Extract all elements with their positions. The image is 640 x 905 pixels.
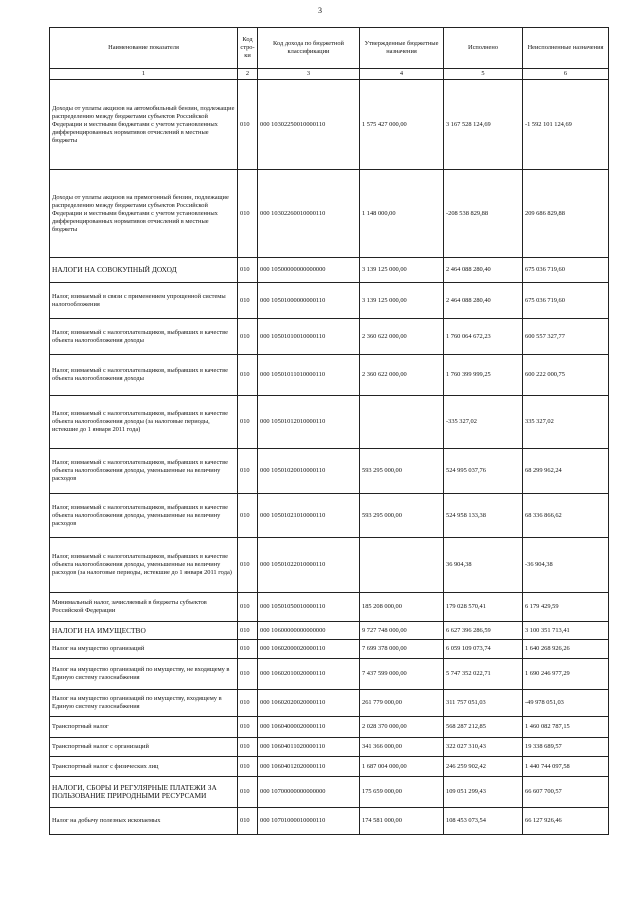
row-code: 010: [238, 538, 258, 593]
row-unexecuted: 19 338 689,57: [523, 738, 609, 757]
row-classification: 000 10501012010000110: [258, 396, 360, 449]
row-classification: 000 10501020010000110: [258, 449, 360, 494]
row-unexecuted: 3 100 351 713,41: [523, 622, 609, 640]
row-executed: 1 760 064 672,23: [444, 319, 523, 355]
row-code: 010: [238, 80, 258, 170]
row-approved: 593 295 000,00: [360, 494, 444, 538]
row-executed: -208 538 829,88: [444, 170, 523, 258]
row-name: Налог, взимаемый с налогоплательщиков, выбравших в качестве объекта налогообложения доходы, уменьшенные на величину расходов: [50, 494, 238, 538]
row-name: Налог, взимаемый с налогоплательщиков, выбравших в качестве объекта налогообложения доходы, уменьшенные на величину расходов: [50, 449, 238, 494]
row-classification: 000 10501050010000110: [258, 593, 360, 622]
row-classification: 000 10602000020000110: [258, 640, 360, 659]
row-approved: 175 659 000,00: [360, 777, 444, 808]
row-approved: 174 581 000,00: [360, 808, 444, 835]
table-row: [50, 283, 609, 319]
column-number: 2: [238, 69, 258, 80]
row-code: 010: [238, 355, 258, 396]
table-row: [50, 690, 609, 717]
row-code: 010: [238, 258, 258, 283]
row-name: Транспортный налог с организаций: [50, 738, 238, 757]
table-row: [50, 449, 609, 494]
column-number-row: [50, 69, 609, 80]
table-row: [50, 355, 609, 396]
row-unexecuted: 6 179 429,59: [523, 593, 609, 622]
row-executed: 36 904,38: [444, 538, 523, 593]
revenue-table: [49, 27, 609, 835]
row-name: НАЛОГИ, СБОРЫ И РЕГУЛЯРНЫЕ ПЛАТЕЖИ ЗА ПОЛЬЗОВАНИЕ ПРИРОДНЫМИ РЕСУРСАМИ: [50, 777, 238, 808]
row-name: Налог, взимаемый с налогоплательщиков, выбравших в качестве объекта налогообложения доходы: [50, 355, 238, 396]
row-name: НАЛОГИ НА СОВОКУПНЫЙ ДОХОД: [50, 258, 238, 283]
row-code: 010: [238, 659, 258, 690]
table-row: [50, 494, 609, 538]
row-approved: 341 366 000,00: [360, 738, 444, 757]
row-name: Налог, взимаемый с налогоплательщиков, выбравших в качестве объекта налогообложения доходы: [50, 319, 238, 355]
row-executed: 3 167 528 124,69: [444, 80, 523, 170]
row-classification: 000 10602010020000110: [258, 659, 360, 690]
row-code: 010: [238, 170, 258, 258]
row-approved: 2 028 370 000,00: [360, 717, 444, 738]
row-code: 010: [238, 777, 258, 808]
row-name: Налог, взимаемый с налогоплательщиков, выбравших в качестве объекта налогообложения доходы, уменьшенные на величину расходов (за налоговые периоды, истекшие до 1 января 2011 года): [50, 538, 238, 593]
header-row: [50, 28, 609, 69]
row-approved: 593 295 000,00: [360, 449, 444, 494]
row-classification: 000 10701000010000110: [258, 808, 360, 835]
row-executed: 246 259 902,42: [444, 757, 523, 777]
table-row: [50, 622, 609, 640]
row-unexecuted: 1 460 082 787,15: [523, 717, 609, 738]
row-name: Минимальный налог, зачисляемый в бюджеты субъектов Российской Федерации: [50, 593, 238, 622]
row-code: 010: [238, 690, 258, 717]
row-name: Доходы от уплаты акцизов на прямогонный бензин, подлежащие распределению между бюджетами субъектов Российской Федерации и местными бюджетами с учетом установленных дифференцированных нормативов отчислений в местные бюджеты: [50, 170, 238, 258]
header-code: Код стро-ки: [238, 28, 258, 69]
row-classification: 000 10500000000000000: [258, 258, 360, 283]
row-name: Транспортный налог с физических лиц: [50, 757, 238, 777]
table-row: [50, 640, 609, 659]
row-classification: 000 10501021010000110: [258, 494, 360, 538]
row-executed: 109 051 299,43: [444, 777, 523, 808]
table-row: [50, 319, 609, 355]
row-unexecuted: 675 036 719,60: [523, 258, 609, 283]
row-name: Налог, взимаемый в связи с применением упрощенной системы налогообложения: [50, 283, 238, 319]
header-approved: Утвержденные бюджетные назначения: [360, 28, 444, 69]
table-row: [50, 808, 609, 835]
row-unexecuted: -49 978 051,03: [523, 690, 609, 717]
table-row: [50, 593, 609, 622]
row-classification: 000 10302250010000110: [258, 80, 360, 170]
row-executed: 311 757 051,03: [444, 690, 523, 717]
row-unexecuted: 600 557 327,77: [523, 319, 609, 355]
row-code: 010: [238, 808, 258, 835]
header-classification: Код дохода по бюджетной классификации: [258, 28, 360, 69]
row-executed: -335 327,02: [444, 396, 523, 449]
row-unexecuted: 1 440 744 097,58: [523, 757, 609, 777]
row-approved: 7 437 599 000,00: [360, 659, 444, 690]
table-row: [50, 170, 609, 258]
row-approved: 185 208 000,00: [360, 593, 444, 622]
row-executed: 6 059 109 073,74: [444, 640, 523, 659]
row-unexecuted: 1 690 246 977,29: [523, 659, 609, 690]
row-executed: 322 027 310,43: [444, 738, 523, 757]
row-classification: 000 10302260010000110: [258, 170, 360, 258]
column-number: 3: [258, 69, 360, 80]
row-approved: 9 727 748 000,00: [360, 622, 444, 640]
row-code: 010: [238, 319, 258, 355]
row-executed: 6 627 396 286,59: [444, 622, 523, 640]
table-row: [50, 717, 609, 738]
row-code: 010: [238, 494, 258, 538]
page-number: 3: [318, 6, 322, 15]
row-name: Налог на имущество организаций по имуществу, входящему в Единую систему газоснабжения: [50, 690, 238, 717]
row-classification: 000 10602020020000110: [258, 690, 360, 717]
row-unexecuted: 68 299 962,24: [523, 449, 609, 494]
row-executed: 5 747 352 022,71: [444, 659, 523, 690]
row-executed: 1 760 399 999,25: [444, 355, 523, 396]
table-row: [50, 258, 609, 283]
row-executed: 524 995 037,76: [444, 449, 523, 494]
column-number: 6: [523, 69, 609, 80]
row-code: 010: [238, 622, 258, 640]
row-approved: 7 699 378 000,00: [360, 640, 444, 659]
row-code: 010: [238, 717, 258, 738]
row-approved: 3 139 125 000,00: [360, 258, 444, 283]
row-unexecuted: 1 640 268 926,26: [523, 640, 609, 659]
row-classification: 000 10501010010000110: [258, 319, 360, 355]
column-number: 4: [360, 69, 444, 80]
row-approved: 3 139 125 000,00: [360, 283, 444, 319]
row-name: Налог на имущество организаций по имуществу, не входящему в Единую систему газоснабжения: [50, 659, 238, 690]
row-code: 010: [238, 396, 258, 449]
row-unexecuted: -1 592 101 124,69: [523, 80, 609, 170]
row-classification: 000 10604011020000110: [258, 738, 360, 757]
row-executed: 179 028 570,41: [444, 593, 523, 622]
row-unexecuted: 675 036 719,60: [523, 283, 609, 319]
row-code: 010: [238, 757, 258, 777]
row-approved: 1 148 000,00: [360, 170, 444, 258]
row-code: 010: [238, 738, 258, 757]
row-code: 010: [238, 449, 258, 494]
header-unexecuted: Неисполненные назначения: [523, 28, 609, 69]
row-executed: 2 464 088 280,40: [444, 258, 523, 283]
row-unexecuted: 68 336 866,62: [523, 494, 609, 538]
row-unexecuted: 209 686 829,88: [523, 170, 609, 258]
row-name: НАЛОГИ НА ИМУЩЕСТВО: [50, 622, 238, 640]
row-classification: 000 10501022010000110: [258, 538, 360, 593]
header-name: Наименование показателя: [50, 28, 238, 69]
row-name: Налог на добычу полезных ископаемых: [50, 808, 238, 835]
row-unexecuted: 66 607 700,57: [523, 777, 609, 808]
table-row: [50, 538, 609, 593]
row-executed: 568 287 212,85: [444, 717, 523, 738]
row-executed: 108 453 073,54: [444, 808, 523, 835]
row-approved: 2 360 622 000,00: [360, 355, 444, 396]
row-code: 010: [238, 283, 258, 319]
column-number: 1: [50, 69, 238, 80]
table-row: [50, 659, 609, 690]
table-row: [50, 396, 609, 449]
table-row: [50, 777, 609, 808]
row-classification: 000 10600000000000000: [258, 622, 360, 640]
row-classification: 000 10604000020000110: [258, 717, 360, 738]
row-approved: [360, 396, 444, 449]
row-unexecuted: 600 222 000,75: [523, 355, 609, 396]
row-name: Налог на имущество организаций: [50, 640, 238, 659]
row-executed: 2 464 088 280,40: [444, 283, 523, 319]
row-approved: [360, 538, 444, 593]
row-unexecuted: 66 127 926,46: [523, 808, 609, 835]
header-executed: Исполнено: [444, 28, 523, 69]
row-name: Доходы от уплаты акцизов на автомобильный бензин, подлежащие распределению между бюджетами субъектов Российской Федерации и местными бюджетами с учетом установленных дифференцированных нормативов отчислений в местные бюджеты: [50, 80, 238, 170]
row-code: 010: [238, 640, 258, 659]
row-classification: 000 10501011010000110: [258, 355, 360, 396]
row-approved: 2 360 622 000,00: [360, 319, 444, 355]
row-name: Транспортный налог: [50, 717, 238, 738]
row-executed: 524 958 133,38: [444, 494, 523, 538]
row-approved: 261 779 000,00: [360, 690, 444, 717]
row-unexecuted: 335 327,02: [523, 396, 609, 449]
table-row: [50, 757, 609, 777]
table-row: [50, 738, 609, 757]
table-row: [50, 80, 609, 170]
column-number: 5: [444, 69, 523, 80]
row-approved: 1 687 004 000,00: [360, 757, 444, 777]
row-unexecuted: -36 904,38: [523, 538, 609, 593]
row-approved: 1 575 427 000,00: [360, 80, 444, 170]
row-code: 010: [238, 593, 258, 622]
row-classification: 000 10700000000000000: [258, 777, 360, 808]
row-name: Налог, взимаемый с налогоплательщиков, выбравших в качестве объекта налогообложения доходы (за налоговые периоды, истекшие до 1 января 2011 года): [50, 396, 238, 449]
row-classification: 000 10501000000000110: [258, 283, 360, 319]
row-classification: 000 10604012020000110: [258, 757, 360, 777]
